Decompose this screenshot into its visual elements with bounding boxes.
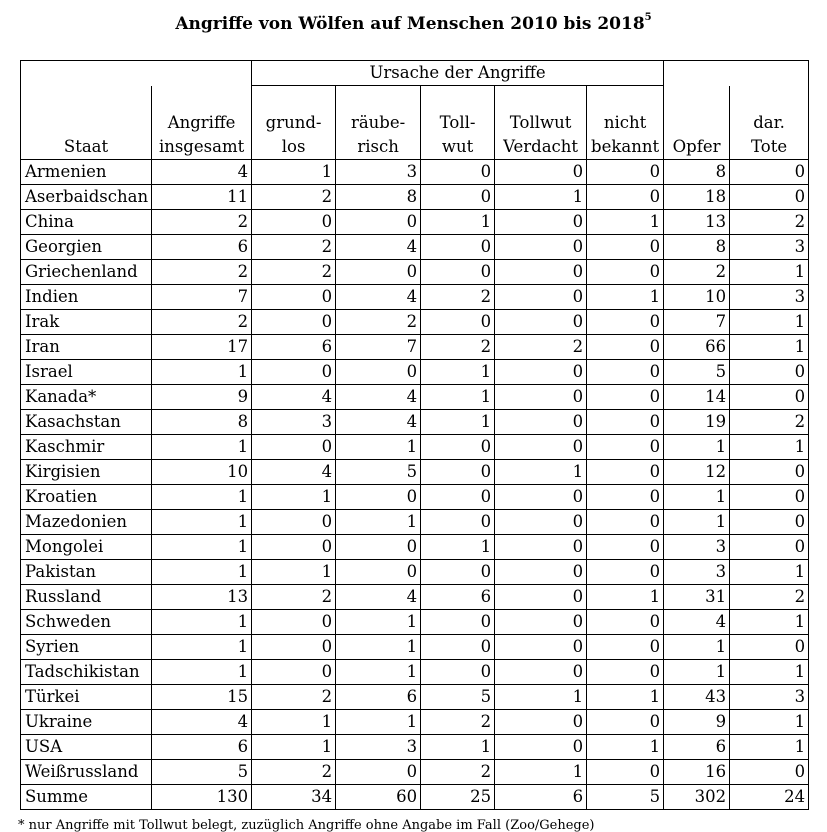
title-text: Angriffe von Wölfen auf Menschen 2010 bis 2018	[175, 14, 645, 34]
table-row	[21, 235, 809, 260]
cell-opfer: 13	[664, 210, 730, 235]
cell-verdacht: 0	[495, 510, 587, 535]
cell-staat: Kasachstan	[21, 410, 152, 435]
cell-nicht-bekannt: 0	[587, 760, 664, 785]
cell-staat: China	[21, 210, 152, 235]
cell-angriffe: 5	[152, 760, 252, 785]
cell-verdacht: 0	[495, 285, 587, 310]
cell-tote: 0	[730, 535, 809, 560]
cell-grundlos: 2	[252, 760, 336, 785]
cell-grundlos: 0	[252, 660, 336, 685]
cell-nicht-bekannt: 1	[587, 585, 664, 610]
cell-angriffe: 130	[152, 785, 252, 810]
cell-staat: Russland	[21, 585, 152, 610]
cell-angriffe: 2	[152, 260, 252, 285]
cell-angriffe: 4	[152, 160, 252, 185]
cell-nicht-bekannt: 0	[587, 185, 664, 210]
cell-opfer: 5	[664, 360, 730, 385]
cell-verdacht: 0	[495, 735, 587, 760]
cell-verdacht: 0	[495, 235, 587, 260]
cell-opfer: 6	[664, 735, 730, 760]
cell-tote: 0	[730, 360, 809, 385]
cell-nicht-bekannt: 0	[587, 410, 664, 435]
cell-raeuberisch: 1	[336, 635, 421, 660]
table-row	[21, 510, 809, 535]
cell-tote: 3	[730, 685, 809, 710]
cell-nicht-bekannt: 1	[587, 210, 664, 235]
cell-tollwut: 1	[421, 535, 495, 560]
cell-nicht-bekannt: 1	[587, 285, 664, 310]
cell-opfer: 3	[664, 560, 730, 585]
table-row	[21, 160, 809, 185]
cell-nicht-bekannt: 0	[587, 160, 664, 185]
cell-tollwut: 1	[421, 385, 495, 410]
cell-nicht-bekannt: 0	[587, 435, 664, 460]
cell-angriffe: 7	[152, 285, 252, 310]
cell-grundlos: 1	[252, 560, 336, 585]
cell-grundlos: 4	[252, 385, 336, 410]
table-row	[21, 410, 809, 435]
cell-nicht-bekannt: 0	[587, 660, 664, 685]
cell-tote: 0	[730, 510, 809, 535]
cell-nicht-bekannt: 5	[587, 785, 664, 810]
cell-verdacht: 1	[495, 760, 587, 785]
table-row	[21, 435, 809, 460]
cell-nicht-bekannt: 0	[587, 335, 664, 360]
cell-nicht-bekannt: 0	[587, 260, 664, 285]
cell-tote: 0	[730, 460, 809, 485]
cell-verdacht: 0	[495, 160, 587, 185]
table-row	[21, 285, 809, 310]
table-row	[21, 310, 809, 335]
cell-opfer: 7	[664, 310, 730, 335]
cell-grundlos: 1	[252, 485, 336, 510]
cell-staat: Irak	[21, 310, 152, 335]
cell-tote: 1	[730, 660, 809, 685]
cell-angriffe: 2	[152, 210, 252, 235]
cell-verdacht: 0	[495, 410, 587, 435]
cell-nicht-bekannt: 1	[587, 735, 664, 760]
col-header-raeuberisch: räube- risch	[336, 86, 421, 160]
cell-staat: Syrien	[21, 635, 152, 660]
cell-opfer: 10	[664, 285, 730, 310]
cell-opfer: 43	[664, 685, 730, 710]
col-header-tote: dar. Tote	[730, 86, 809, 160]
cell-verdacht: 0	[495, 710, 587, 735]
table-row	[21, 260, 809, 285]
table-body	[21, 160, 809, 810]
cell-raeuberisch: 0	[336, 210, 421, 235]
cell-staat: Israel	[21, 360, 152, 385]
wolf-attacks-table	[20, 60, 809, 810]
cell-raeuberisch: 4	[336, 235, 421, 260]
cell-tollwut: 5	[421, 685, 495, 710]
table-row	[21, 660, 809, 685]
group-header-empty-right	[664, 61, 809, 86]
cell-opfer: 1	[664, 510, 730, 535]
cell-verdacht: 0	[495, 210, 587, 235]
group-header-row	[21, 61, 809, 86]
cell-grundlos: 34	[252, 785, 336, 810]
cell-grundlos: 0	[252, 510, 336, 535]
cell-grundlos: 1	[252, 160, 336, 185]
cell-angriffe: 10	[152, 460, 252, 485]
cell-angriffe: 1	[152, 560, 252, 585]
cell-angriffe: 6	[152, 735, 252, 760]
table-row	[21, 635, 809, 660]
cell-angriffe: 4	[152, 710, 252, 735]
cell-verdacht: 0	[495, 360, 587, 385]
cell-staat: Griechenland	[21, 260, 152, 285]
cell-grundlos: 2	[252, 235, 336, 260]
cell-verdacht: 0	[495, 610, 587, 635]
cell-raeuberisch: 0	[336, 560, 421, 585]
cell-grundlos: 4	[252, 460, 336, 485]
cell-opfer: 9	[664, 710, 730, 735]
cell-tote: 0	[730, 160, 809, 185]
cell-angriffe: 6	[152, 235, 252, 260]
cell-tollwut: 1	[421, 210, 495, 235]
cell-opfer: 16	[664, 760, 730, 785]
cell-verdacht: 0	[495, 485, 587, 510]
table-row	[21, 485, 809, 510]
cell-opfer: 4	[664, 610, 730, 635]
cell-grundlos: 0	[252, 310, 336, 335]
cell-verdacht: 0	[495, 535, 587, 560]
cell-grundlos: 1	[252, 735, 336, 760]
cell-nicht-bekannt: 0	[587, 535, 664, 560]
col-header-nicht-bekannt: nicht bekannt	[587, 86, 664, 160]
cell-raeuberisch: 0	[336, 760, 421, 785]
table-row	[21, 610, 809, 635]
cell-tollwut: 0	[421, 185, 495, 210]
cell-tollwut: 6	[421, 585, 495, 610]
cell-verdacht: 0	[495, 385, 587, 410]
cell-verdacht: 2	[495, 335, 587, 360]
cell-opfer: 18	[664, 185, 730, 210]
cell-tollwut: 0	[421, 635, 495, 660]
cell-staat: Iran	[21, 335, 152, 360]
cell-tote: 0	[730, 635, 809, 660]
cell-raeuberisch: 4	[336, 385, 421, 410]
cell-angriffe: 1	[152, 360, 252, 385]
cell-grundlos: 2	[252, 585, 336, 610]
cell-tollwut: 0	[421, 235, 495, 260]
cell-nicht-bekannt: 0	[587, 485, 664, 510]
cell-verdacht: 1	[495, 185, 587, 210]
cell-verdacht: 1	[495, 460, 587, 485]
table-row	[21, 385, 809, 410]
cell-tote: 1	[730, 435, 809, 460]
cell-opfer: 1	[664, 660, 730, 685]
cell-tollwut: 2	[421, 335, 495, 360]
cell-staat: Summe	[21, 785, 152, 810]
col-header-grundlos: grund- los	[252, 86, 336, 160]
footnote-marker: 5	[644, 12, 652, 24]
cell-tote: 2	[730, 585, 809, 610]
cell-raeuberisch: 1	[336, 610, 421, 635]
cell-tote: 0	[730, 185, 809, 210]
group-header-empty-left	[21, 61, 252, 86]
cell-angriffe: 1	[152, 660, 252, 685]
cell-raeuberisch: 0	[336, 360, 421, 385]
cell-raeuberisch: 3	[336, 735, 421, 760]
cell-tote: 1	[730, 710, 809, 735]
col-header-angriffe: Angriffe insgesamt	[152, 86, 252, 160]
cell-opfer: 8	[664, 160, 730, 185]
cell-angriffe: 1	[152, 535, 252, 560]
cell-angriffe: 1	[152, 435, 252, 460]
cell-tollwut: 2	[421, 760, 495, 785]
cell-tollwut: 25	[421, 785, 495, 810]
cell-nicht-bekannt: 0	[587, 235, 664, 260]
cell-tollwut: 0	[421, 260, 495, 285]
cell-tote: 1	[730, 335, 809, 360]
cell-nicht-bekannt: 0	[587, 385, 664, 410]
cell-tote: 0	[730, 385, 809, 410]
cell-grundlos: 0	[252, 635, 336, 660]
cell-nicht-bekannt: 0	[587, 610, 664, 635]
table-row	[21, 535, 809, 560]
cell-raeuberisch: 0	[336, 260, 421, 285]
cell-grundlos: 0	[252, 535, 336, 560]
cell-opfer: 14	[664, 385, 730, 410]
table-row	[21, 710, 809, 735]
cell-angriffe: 8	[152, 410, 252, 435]
col-header-staat: Staat	[21, 86, 152, 160]
cell-angriffe: 11	[152, 185, 252, 210]
cell-tote: 0	[730, 485, 809, 510]
cell-tote: 3	[730, 235, 809, 260]
cell-angriffe: 1	[152, 510, 252, 535]
cell-staat: Kroatien	[21, 485, 152, 510]
cell-opfer: 302	[664, 785, 730, 810]
col-header-tollwut: Toll- wut	[421, 86, 495, 160]
cell-staat: Indien	[21, 285, 152, 310]
cell-tollwut: 0	[421, 610, 495, 635]
cell-tollwut: 2	[421, 710, 495, 735]
cell-tollwut: 0	[421, 560, 495, 585]
col-header-opfer: Opfer	[664, 86, 730, 160]
cell-raeuberisch: 1	[336, 710, 421, 735]
table-row	[21, 560, 809, 585]
cell-nicht-bekannt: 1	[587, 685, 664, 710]
cell-tollwut: 0	[421, 435, 495, 460]
cell-staat: Kaschmir	[21, 435, 152, 460]
cell-opfer: 8	[664, 235, 730, 260]
cell-grundlos: 2	[252, 260, 336, 285]
cell-tollwut: 0	[421, 660, 495, 685]
cell-raeuberisch: 4	[336, 410, 421, 435]
cell-angriffe: 1	[152, 635, 252, 660]
cell-staat: Türkei	[21, 685, 152, 710]
cell-raeuberisch: 2	[336, 310, 421, 335]
cell-tote: 1	[730, 735, 809, 760]
cell-angriffe: 9	[152, 385, 252, 410]
cell-raeuberisch: 8	[336, 185, 421, 210]
cell-opfer: 1	[664, 485, 730, 510]
group-header-cause: Ursache der Angriffe	[252, 61, 664, 86]
cell-tote: 2	[730, 210, 809, 235]
cell-tollwut: 2	[421, 285, 495, 310]
cell-staat: Pakistan	[21, 560, 152, 585]
cell-grundlos: 2	[252, 185, 336, 210]
cell-verdacht: 1	[495, 685, 587, 710]
cell-nicht-bekannt: 0	[587, 360, 664, 385]
cell-raeuberisch: 6	[336, 685, 421, 710]
cell-nicht-bekannt: 0	[587, 560, 664, 585]
table-row	[21, 185, 809, 210]
cell-staat: Mazedonien	[21, 510, 152, 535]
cell-verdacht: 0	[495, 660, 587, 685]
column-header-row	[21, 86, 809, 160]
cell-tollwut: 0	[421, 310, 495, 335]
cell-tote: 24	[730, 785, 809, 810]
cell-tote: 1	[730, 260, 809, 285]
cell-verdacht: 0	[495, 435, 587, 460]
cell-raeuberisch: 1	[336, 660, 421, 685]
cell-raeuberisch: 60	[336, 785, 421, 810]
cell-staat: Tadschikistan	[21, 660, 152, 685]
cell-opfer: 1	[664, 435, 730, 460]
summe-row	[21, 785, 809, 810]
cell-grundlos: 2	[252, 685, 336, 710]
cell-tollwut: 1	[421, 360, 495, 385]
table-row	[21, 760, 809, 785]
cell-raeuberisch: 0	[336, 535, 421, 560]
cell-staat: Weißrussland	[21, 760, 152, 785]
cell-staat: Schweden	[21, 610, 152, 635]
cell-tollwut: 0	[421, 460, 495, 485]
cell-angriffe: 2	[152, 310, 252, 335]
cell-opfer: 12	[664, 460, 730, 485]
cell-verdacht: 0	[495, 310, 587, 335]
table-row	[21, 735, 809, 760]
cell-opfer: 19	[664, 410, 730, 435]
table-row	[21, 360, 809, 385]
cell-tote: 1	[730, 560, 809, 585]
cell-opfer: 1	[664, 635, 730, 660]
page-title	[0, 14, 827, 34]
cell-staat: Aserbaidschan	[21, 185, 152, 210]
cell-angriffe: 1	[152, 485, 252, 510]
cell-tollwut: 0	[421, 160, 495, 185]
cell-staat: USA	[21, 735, 152, 760]
table-row	[21, 335, 809, 360]
cell-tollwut: 1	[421, 735, 495, 760]
cell-staat: Armenien	[21, 160, 152, 185]
cell-raeuberisch: 3	[336, 160, 421, 185]
cell-grundlos: 3	[252, 410, 336, 435]
cell-tote: 3	[730, 285, 809, 310]
cell-nicht-bekannt: 0	[587, 460, 664, 485]
cell-opfer: 66	[664, 335, 730, 360]
cell-grundlos: 0	[252, 285, 336, 310]
cell-grundlos: 0	[252, 610, 336, 635]
cell-verdacht: 0	[495, 635, 587, 660]
cell-angriffe: 15	[152, 685, 252, 710]
cell-staat: Kanada*	[21, 385, 152, 410]
cell-grundlos: 1	[252, 710, 336, 735]
cell-nicht-bekannt: 0	[587, 710, 664, 735]
cell-angriffe: 17	[152, 335, 252, 360]
cell-angriffe: 13	[152, 585, 252, 610]
cell-staat: Mongolei	[21, 535, 152, 560]
cell-raeuberisch: 5	[336, 460, 421, 485]
cell-verdacht: 6	[495, 785, 587, 810]
table-row	[21, 460, 809, 485]
cell-opfer: 2	[664, 260, 730, 285]
cell-tollwut: 1	[421, 410, 495, 435]
cell-tollwut: 0	[421, 510, 495, 535]
cell-tollwut: 0	[421, 485, 495, 510]
cell-verdacht: 0	[495, 585, 587, 610]
table-row	[21, 210, 809, 235]
cell-tote: 1	[730, 610, 809, 635]
table-row	[21, 585, 809, 610]
cell-raeuberisch: 4	[336, 285, 421, 310]
cell-verdacht: 0	[495, 260, 587, 285]
cell-staat: Kirgisien	[21, 460, 152, 485]
cell-nicht-bekannt: 0	[587, 510, 664, 535]
cell-grundlos: 0	[252, 435, 336, 460]
cell-verdacht: 0	[495, 560, 587, 585]
cell-grundlos: 0	[252, 360, 336, 385]
cell-staat: Ukraine	[21, 710, 152, 735]
cell-tote: 1	[730, 310, 809, 335]
col-header-verdacht: Tollwut Verdacht	[495, 86, 587, 160]
cell-nicht-bekannt: 0	[587, 635, 664, 660]
table-row	[21, 685, 809, 710]
footnote: * nur Angriffe mit Tollwut belegt, zuzüglich Angriffe ohne Angabe im Fall (Zoo/Gehege)	[18, 818, 595, 832]
cell-raeuberisch: 4	[336, 585, 421, 610]
cell-raeuberisch: 1	[336, 510, 421, 535]
cell-grundlos: 6	[252, 335, 336, 360]
cell-tote: 0	[730, 760, 809, 785]
cell-grundlos: 0	[252, 210, 336, 235]
cell-nicht-bekannt: 0	[587, 310, 664, 335]
cell-raeuberisch: 0	[336, 485, 421, 510]
cell-raeuberisch: 7	[336, 335, 421, 360]
cell-angriffe: 1	[152, 610, 252, 635]
cell-raeuberisch: 1	[336, 435, 421, 460]
cell-tote: 2	[730, 410, 809, 435]
cell-staat: Georgien	[21, 235, 152, 260]
cell-opfer: 3	[664, 535, 730, 560]
cell-opfer: 31	[664, 585, 730, 610]
